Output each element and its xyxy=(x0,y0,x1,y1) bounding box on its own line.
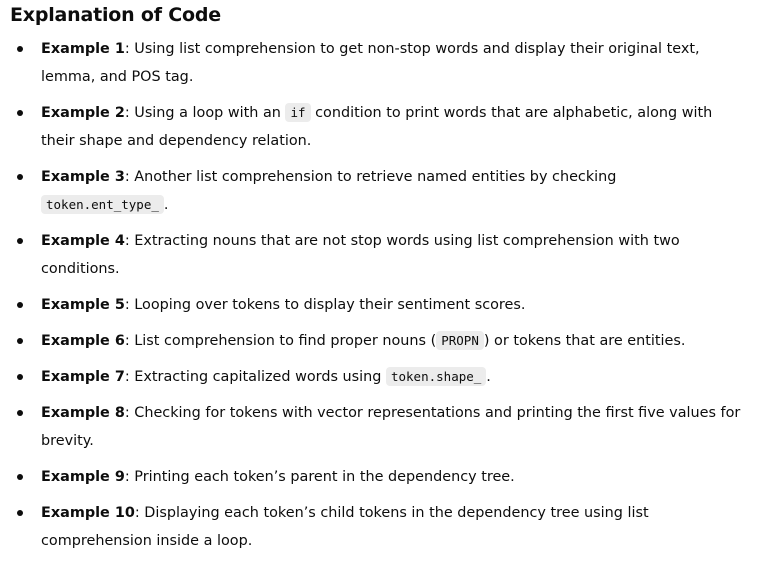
item-label: Example 8 xyxy=(41,405,125,421)
item-text: Checking for tokens with vector representations and printing the first five values for brevity. xyxy=(41,405,741,449)
item-text: condition to print words that are alphabetic, along with their shape and dependency relation. xyxy=(41,105,713,149)
inline-code: token.shape_ xyxy=(386,367,486,386)
list-item: Example 5: Looping over tokens to display their sentiment scores. xyxy=(10,291,741,319)
list-item: Example 6: List comprehension to find proper nouns ( PROPN ) or tokens that are entities. xyxy=(10,327,741,355)
bullet-icon xyxy=(17,174,23,180)
item-text: . xyxy=(486,369,491,385)
inline-code: token.ent_type_ xyxy=(41,195,164,214)
bullet-icon xyxy=(17,302,23,308)
list-item: Example 1: Using list comprehension to get non-stop words and display their original text, lemma, and POS tag. xyxy=(10,35,741,91)
item-label: Example 2 xyxy=(41,105,125,121)
list-item: Example 3: Another list comprehension to retrieve named entities by checking token.ent_type_ . xyxy=(10,163,741,219)
bullet-icon xyxy=(17,474,23,480)
bullet-icon xyxy=(17,374,23,380)
item-text: Printing each token’s parent in the dependency tree. xyxy=(134,469,515,485)
item-label: Example 1 xyxy=(41,41,125,57)
list-item: Example 8: Checking for tokens with vector representations and printing the first five values for brevity. xyxy=(10,399,741,455)
item-text: Looping over tokens to display their sentiment scores. xyxy=(134,297,526,313)
item-text: Using list comprehension to get non-stop words and display their original text, lemma, and POS tag. xyxy=(41,41,700,85)
bullet-icon xyxy=(17,238,23,244)
item-text: Another list comprehension to retrieve named entities by checking xyxy=(134,169,617,185)
item-label: Example 6 xyxy=(41,333,125,349)
item-label: Example 7 xyxy=(41,369,125,385)
explanation-list xyxy=(10,35,762,555)
item-label: Example 4 xyxy=(41,233,125,249)
bullet-icon xyxy=(17,410,23,416)
list-item: Example 9: Printing each token’s parent in the dependency tree. xyxy=(10,463,741,491)
bullet-icon xyxy=(17,510,23,516)
item-label: Example 5 xyxy=(41,297,125,313)
item-text: Extracting capitalized words using xyxy=(134,369,386,385)
item-text: Extracting nouns that are not stop words using list comprehension with two conditions. xyxy=(41,233,680,277)
item-label: Example 9 xyxy=(41,469,125,485)
item-text: . xyxy=(163,197,169,213)
item-text: Displaying each token’s child tokens in the dependency tree using list comprehension inside a loop. xyxy=(41,505,649,549)
inline-code: if xyxy=(285,103,310,122)
item-label: Example 3 xyxy=(41,169,125,185)
list-item: Example 2: Using a loop with an if condition to print words that are alphabetic, along with their shape and dependency relation. xyxy=(10,99,741,155)
bullet-icon xyxy=(17,110,23,116)
bullet-icon xyxy=(17,46,23,52)
list-item: Example 4: Extracting nouns that are not stop words using list comprehension with two conditions. xyxy=(10,227,741,283)
bullet-icon xyxy=(17,338,23,344)
section-heading: Explanation of Code xyxy=(10,4,221,26)
item-label: Example 10 xyxy=(41,505,135,521)
item-text: ) or tokens that are entities. xyxy=(483,333,686,349)
list-item: Example 10: Displaying each token’s child tokens in the dependency tree using list comprehension inside a loop. xyxy=(10,499,741,555)
item-text: Using a loop with an xyxy=(134,105,286,121)
list-item: Example 7: Extracting capitalized words using token.shape_ . xyxy=(10,363,741,391)
item-text: List comprehension to find proper nouns ( xyxy=(134,333,437,349)
inline-code: PROPN xyxy=(436,331,484,350)
